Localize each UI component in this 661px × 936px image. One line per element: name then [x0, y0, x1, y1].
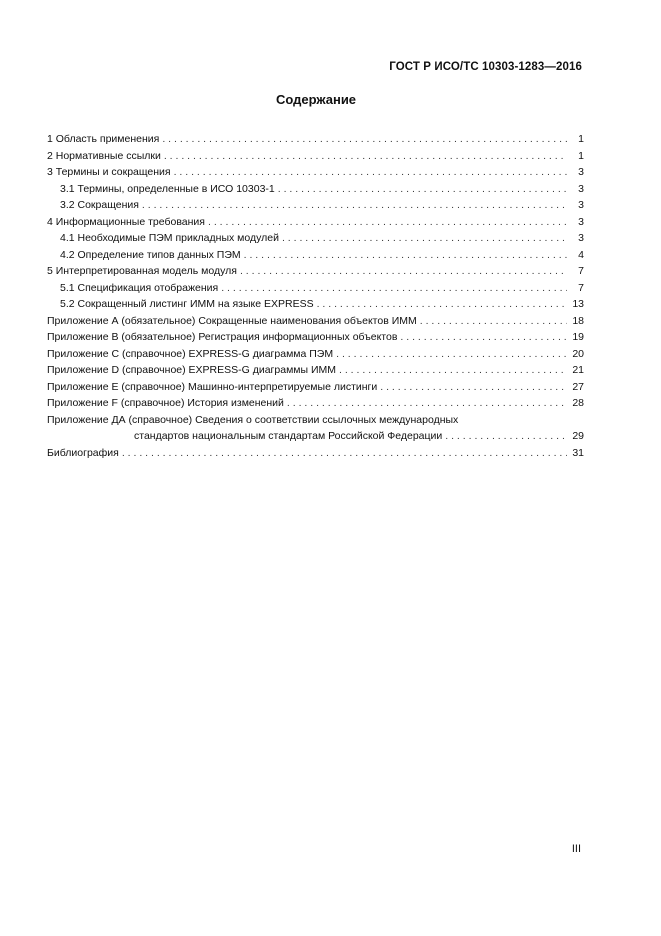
toc-entry-bibliography[interactable] — [47, 445, 584, 462]
toc-entry-page: 13 — [572, 298, 584, 310]
toc-title: Содержание — [275, 92, 357, 107]
toc-entry[interactable] — [47, 379, 584, 396]
dot-leader — [336, 346, 567, 363]
toc-entry-title: 4.1 Необходимые ПЭМ прикладных модулей — [60, 232, 279, 244]
toc-entry[interactable] — [47, 181, 584, 198]
toc-entry-page: 1 — [578, 149, 584, 162]
toc-entry-page: 4 — [578, 248, 584, 261]
document-code-header: ГОСТ Р ИСО/ТС 10303-1283—2016 — [389, 61, 582, 73]
toc-entry-title: 2 Нормативные ссылки — [47, 149, 161, 162]
toc-entry[interactable] — [47, 346, 584, 363]
toc-entry-page: 3 — [578, 232, 584, 244]
dot-leader — [282, 230, 567, 247]
toc-entry-title: Приложение В (обязательное) Регистрация информационных объектов — [47, 331, 398, 343]
toc-entry-title: Библиография — [47, 446, 119, 459]
toc-entry-title: Приложение D (справочное) EXPRESS-G диаграммы ИММ — [47, 364, 337, 376]
toc-entry-title: Приложение А (обязательное) Сокращенные наименования объектов ИММ — [47, 314, 417, 327]
dot-leader — [240, 263, 567, 280]
toc-entry[interactable] — [47, 230, 584, 247]
toc-entry-page: 1 — [578, 133, 584, 145]
dot-leader — [339, 362, 567, 379]
toc-entry-page: 3 — [578, 166, 584, 178]
toc-entry-page: 7 — [578, 281, 584, 294]
page-number: III — [571, 843, 581, 855]
toc-entry[interactable] — [47, 329, 584, 346]
toc-entry-title: 5 Интерпретированная модель модуля — [47, 265, 237, 277]
dot-leader — [164, 148, 567, 165]
toc-entry-page: 7 — [578, 265, 584, 277]
toc-entry-title-line2: стандартов национальным стандартам Российской Федерации — [134, 430, 443, 442]
dot-leader — [317, 296, 567, 313]
dot-leader — [221, 280, 567, 297]
toc-entry-title: 4.2 Определение типов данных ПЭМ — [60, 248, 241, 261]
toc-entry-title: Приложение Е (справочное) Машинно-интерпретируемые листинги — [47, 380, 378, 393]
toc-entry-appendix-da[interactable] — [47, 412, 584, 445]
toc-entry-page: 29 — [572, 430, 584, 442]
toc-entry-page: 21 — [572, 364, 584, 376]
toc-entry-page: 20 — [572, 347, 584, 360]
dot-leader — [244, 247, 567, 264]
toc-entry[interactable] — [47, 247, 584, 264]
toc-entry-title: 3 Термины и сокращения — [47, 166, 171, 178]
toc-entry[interactable] — [47, 263, 584, 280]
toc-entry-title: 3.1 Термины, определенные в ИСО 10303-1 — [60, 182, 275, 195]
dot-leader — [278, 181, 567, 198]
toc-entry-title: Приложение F (справочное) История изменений — [47, 397, 284, 409]
toc-entry-page: 3 — [578, 182, 584, 195]
dot-leader — [142, 197, 567, 214]
toc-entry-page: 28 — [572, 397, 584, 409]
toc-entry[interactable] — [47, 164, 584, 181]
toc-entry[interactable] — [47, 296, 584, 313]
toc-entry[interactable] — [47, 214, 584, 231]
dot-leader — [208, 214, 567, 231]
toc-entries — [47, 131, 584, 412]
toc-entry[interactable] — [47, 313, 584, 330]
toc-entry-page: 3 — [578, 199, 584, 211]
toc-entry-page: 19 — [572, 331, 584, 343]
toc-entry-page: 18 — [572, 314, 584, 327]
toc-entry-title: 5.1 Спецификация отображения — [60, 281, 219, 294]
toc-entry-title: 3.2 Сокращения — [60, 199, 139, 211]
toc-entry[interactable] — [47, 280, 584, 297]
dot-leader — [287, 395, 567, 412]
toc-entry[interactable] — [47, 131, 584, 148]
dot-leader — [445, 428, 567, 445]
dot-leader — [420, 313, 567, 330]
toc-entry-title-line1: Приложение ДА (справочное) Сведения о соответствии ссылочных международных — [47, 413, 459, 426]
toc-entry[interactable] — [47, 197, 584, 214]
toc-entry[interactable] — [47, 148, 584, 165]
dot-leader — [380, 379, 567, 396]
dot-leader — [400, 329, 567, 346]
toc-entry-page: 27 — [572, 380, 584, 393]
dot-leader — [174, 164, 567, 181]
toc-entry-page: 31 — [572, 446, 584, 459]
toc-entry-title: Приложение С (справочное) EXPRESS-G диаграмма ПЭМ — [47, 347, 334, 360]
toc-entry-page: 3 — [578, 215, 584, 228]
toc-entry-title: 4 Информационные требования — [47, 215, 205, 228]
toc-entry-title: 1 Область применения — [47, 133, 160, 145]
dot-leader — [122, 445, 567, 462]
toc-entry-title: 5.2 Сокращенный листинг ИММ на языке EXPRESS — [60, 298, 314, 310]
toc-entry[interactable] — [47, 395, 584, 412]
dot-leader — [162, 131, 567, 148]
table-of-contents — [47, 131, 584, 461]
toc-entry[interactable] — [47, 362, 584, 379]
